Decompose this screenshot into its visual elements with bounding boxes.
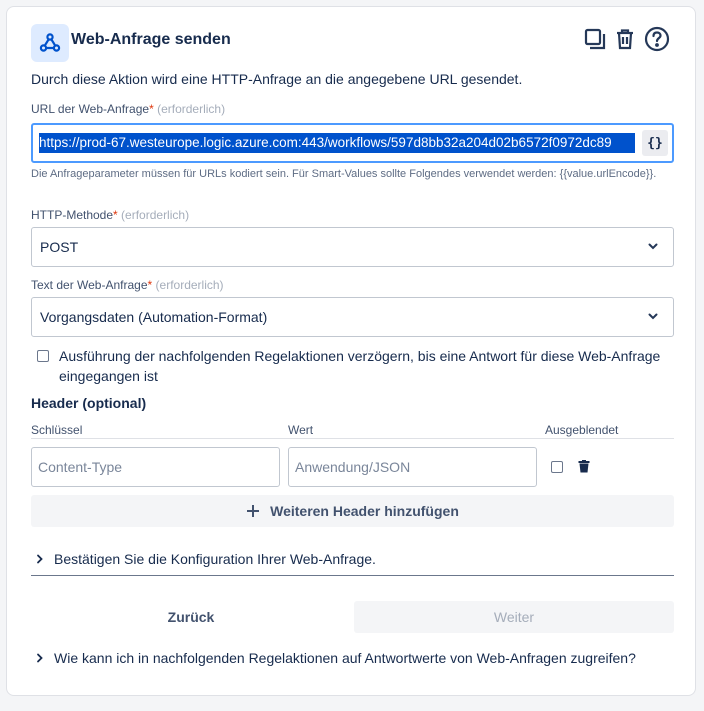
help-icon[interactable] bbox=[643, 25, 671, 53]
webhook-icon bbox=[31, 24, 69, 62]
required-hint: (erforderlich) bbox=[155, 278, 224, 292]
method-label bbox=[31, 208, 189, 222]
delay-checkbox[interactable] bbox=[37, 350, 49, 362]
url-input[interactable] bbox=[31, 123, 674, 163]
required-hint: (erforderlich) bbox=[121, 208, 190, 222]
url-label bbox=[31, 102, 225, 116]
header-col-value: Wert bbox=[288, 423, 314, 437]
method-label-text: HTTP-Methode bbox=[31, 208, 114, 222]
url-value[interactable]: https://prod-67.westeurope.logic.azure.com:443/workflows/597d8bb32a204d02b6572f0972dc89 bbox=[39, 133, 635, 153]
required-mark: * bbox=[147, 278, 153, 292]
headers-title: Header (optional) bbox=[31, 395, 147, 411]
confirm-config-expander[interactable] bbox=[31, 551, 376, 567]
header-key-field[interactable] bbox=[32, 448, 279, 486]
delay-checkbox-label: Ausführung der nachfolgenden Regelaktionen verzögern, bis eine Antwort für diese Web-Anfrage eingegangen ist bbox=[59, 348, 661, 384]
trash-icon[interactable] bbox=[611, 25, 639, 53]
body-label-text: Text der Web-Anfrage bbox=[31, 278, 148, 292]
header-key-input[interactable] bbox=[31, 447, 280, 487]
header-col-hidden: Ausgeblendet bbox=[545, 423, 619, 437]
faq-expander[interactable] bbox=[31, 650, 636, 666]
chevron-down-icon bbox=[647, 310, 659, 322]
faq-label: Wie kann ich in nachfolgenden Regelaktionen auf Antwortwerte von Web-Anfragen zugreifen? bbox=[54, 650, 636, 666]
panel-title: Web-Anfrage senden bbox=[71, 31, 231, 48]
method-select[interactable] bbox=[31, 227, 674, 267]
header-value-input[interactable] bbox=[288, 447, 537, 487]
body-label bbox=[31, 278, 224, 292]
header-hidden-checkbox[interactable] bbox=[551, 461, 563, 473]
required-mark: * bbox=[113, 208, 118, 222]
smart-value-button[interactable]: {} bbox=[642, 130, 668, 156]
web-request-panel bbox=[6, 6, 696, 696]
delete-header-icon[interactable] bbox=[578, 460, 590, 478]
url-label-text: URL der Web-Anfrage bbox=[31, 102, 150, 116]
body-select[interactable] bbox=[31, 297, 674, 337]
header-col-key: Schlüssel bbox=[31, 423, 83, 437]
header-value-field[interactable] bbox=[289, 448, 536, 486]
required-mark: * bbox=[149, 102, 154, 116]
divider bbox=[31, 575, 674, 576]
back-button[interactable]: Zurück bbox=[167, 609, 215, 625]
body-value: Vorgangsdaten (Automation-Format) bbox=[40, 309, 268, 325]
action-description: Durch diese Aktion wird eine HTTP-Anfrage an die angegebene URL gesendet. bbox=[31, 71, 523, 87]
chevron-right-icon bbox=[35, 554, 45, 564]
method-value: POST bbox=[40, 239, 79, 255]
url-helper-text: Die Anfrageparameter müssen für URLs kodiert sein. Für Smart-Values sollte Folgendes verwendet werden: {{value.urlEncode}}. bbox=[31, 168, 657, 180]
add-header-label: Weiteren Header hinzufügen bbox=[270, 503, 459, 519]
required-hint: (erforderlich) bbox=[157, 102, 226, 116]
confirm-config-label: Bestätigen Sie die Konfiguration Ihrer Web-Anfrage. bbox=[54, 551, 376, 567]
next-button[interactable]: Weiter bbox=[354, 601, 674, 633]
chevron-right-icon bbox=[35, 653, 45, 663]
add-header-button[interactable] bbox=[31, 495, 674, 527]
duplicate-icon[interactable] bbox=[581, 25, 609, 53]
chevron-down-icon bbox=[647, 240, 659, 252]
divider bbox=[31, 438, 674, 439]
plus-icon bbox=[246, 504, 260, 518]
